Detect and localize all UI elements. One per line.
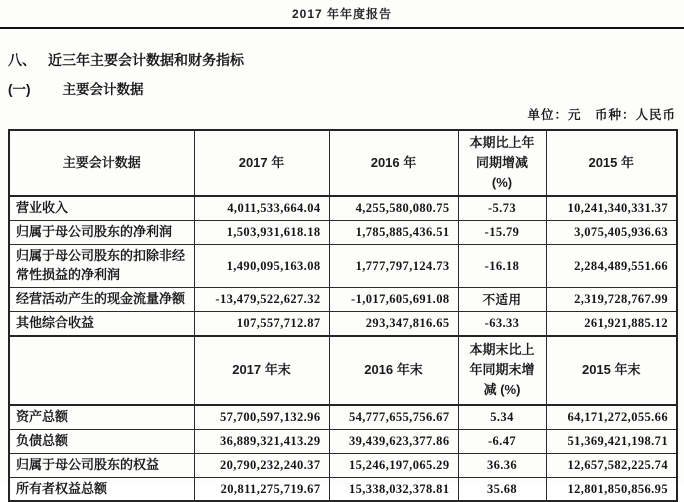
value-2015: 261,921,885.12	[546, 311, 677, 335]
table-row	[9, 245, 677, 288]
report-title: 2017 年年度报告	[291, 7, 393, 21]
value-2015: 64,171,272,055.66	[546, 405, 677, 429]
yoy-change: -16.18	[458, 245, 546, 288]
col-header-2015: 2015 年	[546, 130, 677, 196]
key-accounting-data-table	[8, 129, 678, 502]
row-label: 归属于母公司股东的权益	[9, 453, 194, 477]
value-2015: 12,657,582,225.74	[546, 453, 677, 477]
col-header-end-change: 本期末比上年同期末增减 (%)	[458, 336, 546, 405]
value-2016: 54,777,655,756.67	[329, 405, 458, 429]
row-label: 经营活动产生的现金流量净额	[9, 287, 194, 311]
section-number: 八、	[8, 52, 36, 68]
col-header-2017: 2017 年	[194, 130, 329, 196]
row-label: 其他综合收益	[9, 311, 194, 335]
subsection-heading	[8, 78, 144, 98]
value-2016: 15,246,197,065.29	[329, 453, 458, 477]
subsection-number: (一)	[8, 82, 31, 97]
col-header-blank	[9, 336, 194, 405]
value-2015: 51,369,421,198.71	[546, 429, 677, 453]
value-2015: 10,241,340,331.37	[546, 196, 677, 220]
table-row	[9, 429, 677, 453]
col-header-2016: 2016 年	[329, 130, 458, 196]
value-2017: 4,011,533,664.04	[194, 196, 329, 220]
value-2017: 107,557,712.87	[194, 311, 329, 335]
value-2017: 57,700,597,132.96	[194, 405, 329, 429]
table-row	[9, 477, 677, 501]
row-label: 资产总额	[9, 405, 194, 429]
table-row	[9, 221, 677, 245]
row-label: 营业收入	[9, 196, 194, 220]
section-heading	[8, 50, 244, 70]
table-row	[9, 287, 677, 311]
value-2017: 20,790,232,240.37	[194, 453, 329, 477]
row-label: 所有者权益总额	[9, 477, 194, 501]
value-2016: 15,338,032,378.81	[329, 477, 458, 501]
value-2016: 4,255,580,080.75	[329, 196, 458, 220]
value-2016: 293,347,816.65	[329, 311, 458, 335]
yoy-change: -15.79	[458, 221, 546, 245]
value-2017: 1,503,931,618.18	[194, 221, 329, 245]
table-header-row-year-end	[9, 336, 677, 405]
table-row	[9, 311, 677, 335]
col-header-2015-end: 2015 年末	[546, 336, 677, 405]
value-2016: -1,017,605,691.08	[329, 287, 458, 311]
value-2015: 3,075,405,936.63	[546, 221, 677, 245]
col-header-metric: 主要会计数据	[9, 130, 194, 196]
col-header-2017-end: 2017 年末	[194, 336, 329, 405]
row-label: 归属于母公司股东的净利润	[9, 221, 194, 245]
table-row	[9, 453, 677, 477]
yoy-change: -5.73	[458, 196, 546, 220]
col-header-yoy-change: 本期比上年同期增减(%)	[458, 130, 546, 196]
value-2015: 2,319,728,767.99	[546, 287, 677, 311]
value-2017: -13,479,522,627.32	[194, 287, 329, 311]
row-label: 负债总额	[9, 429, 194, 453]
table-header-row-annual	[9, 130, 677, 196]
value-2016: 1,777,797,124.73	[329, 245, 458, 288]
yoy-change: 5.34	[458, 405, 546, 429]
yoy-change: 不适用	[458, 287, 546, 311]
value-2017: 20,811,275,719.67	[194, 477, 329, 501]
value-2017: 1,490,095,163.08	[194, 245, 329, 288]
subsection-title: 主要会计数据	[62, 82, 144, 97]
col-header-2016-end: 2016 年末	[329, 336, 458, 405]
yoy-change: 36.36	[458, 453, 546, 477]
value-2015: 2,284,489,551.66	[546, 245, 677, 288]
yoy-change: -6.47	[458, 429, 546, 453]
value-2015: 12,801,850,856.95	[546, 477, 677, 501]
unit-currency-note: 单位：元 币种：人民币	[527, 108, 676, 122]
value-2016: 39,439,623,377.86	[329, 429, 458, 453]
section-title: 近三年主要会计数据和财务指标	[48, 52, 244, 68]
row-label: 归属于母公司股东的扣除非经常性损益的净利润	[9, 245, 194, 288]
value-2016: 1,785,885,436.51	[329, 221, 458, 245]
table-row	[9, 405, 677, 429]
header-divider-rule	[0, 27, 684, 29]
value-2017: 36,889,321,413.29	[194, 429, 329, 453]
table-row	[9, 196, 677, 220]
yoy-change: -63.33	[458, 311, 546, 335]
yoy-change: 35.68	[458, 477, 546, 501]
